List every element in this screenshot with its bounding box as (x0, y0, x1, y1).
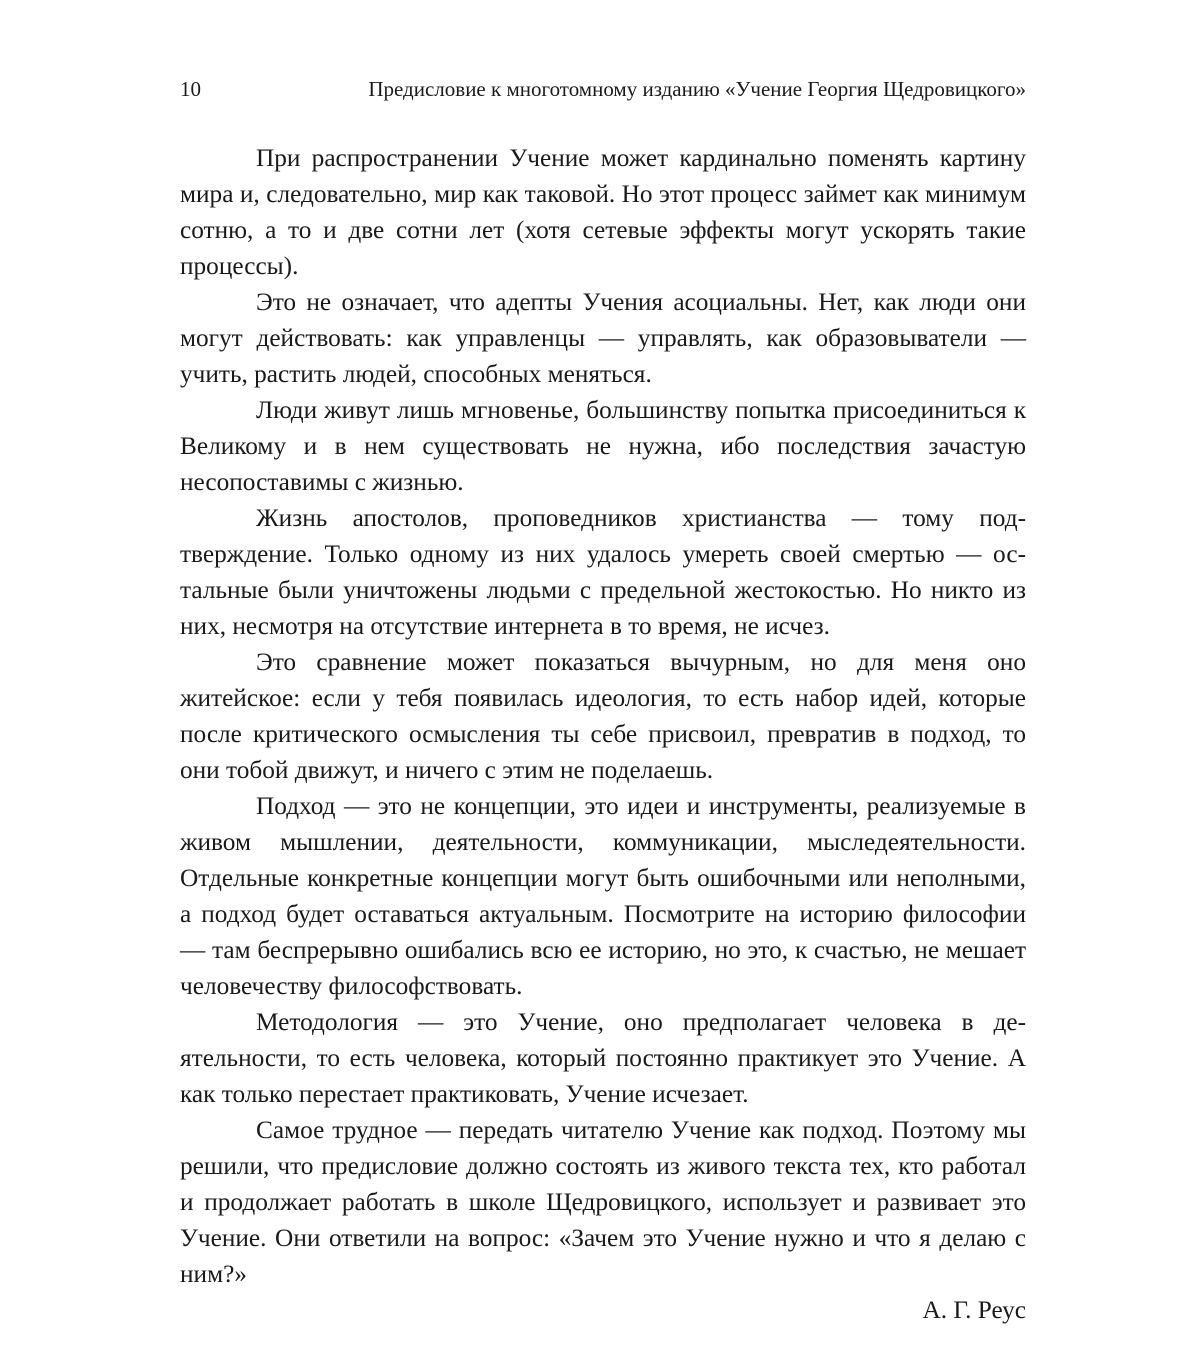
running-head (180, 74, 1026, 104)
paragraph-7: Методология — это Учение, оно предполагает человека в деятельности, то есть человека, который постоянно практикует это Учение. А как только перестает практиковать, Учение исчезает. (180, 1008, 1026, 1108)
paragraph-3: Люди живут лишь мгновенье, большинству попытка присоединиться к Великому и в нем существовать не нужна, ибо последствия зачастую несопоставимы с жизнью. (180, 396, 1026, 496)
running-title: Предисловие к многотомному изданию «Учение Георгия Щедровицкого» (368, 77, 1026, 101)
paragraph-1: При распространении Учение может кардинально поменять картину мира и, следовательно, мир как таковой. Но этот процесс займет как минимум сотню, а то и две сотни лет (хотя сетевые эффекты могут ускорять такие процессы). (180, 144, 1026, 280)
paragraph-8: Самое трудное — передать читателю Учение как подход. Поэтому мы решили, что предисловие должно состоять из живого текста тех, кто работал и продолжает работать в школе Щедровицкого, использует и развивает это Учение. Они ответили на вопрос: «Зачем это Учение нужно и что я делаю с ним?» (180, 1116, 1026, 1288)
paragraph-5: Это сравнение может показаться вычурным, но для меня оно житейское: если у тебя появилась идеология, то есть набор идей, которые после критического осмысления ты себе присвоил, превратив в подход, то они тобой движут, и ничего с этим не поделаешь. (180, 648, 1026, 784)
paragraph-2: Это не означает, что адепты Учения асоциальны. Нет, как люди они могут действовать: как управленцы — управлять, как образовыватели — учить, растить людей, способных меняться. (180, 288, 1026, 388)
body-text (180, 140, 1026, 1328)
paragraph-4: Жизнь апостолов, проповедников христианства — тому подтверждение. Только одному из них удалось умереть своей смертью — остальные были уничтожены людьми с предельной жестокостью. Но никто из них, несмотря на отсутствие интернета в то время, не исчез. (180, 504, 1026, 640)
page-number: 10 (180, 77, 201, 101)
paragraph-6: Подход — это не концепции, это идеи и инструменты, реализуемые в живом мышлении, деятельности, коммуникации, мыследеятельности. Отдельные конкретные концепции могут быть ошибочными или неполными, а подход будет оставаться актуальным. Посмотрите на историю философии — там беспрерывно ошибались всю ее историю, но это, к счастью, не мешает человечеству философствовать. (180, 792, 1026, 1000)
author-signature: А. Г. Реус (922, 1296, 1026, 1324)
